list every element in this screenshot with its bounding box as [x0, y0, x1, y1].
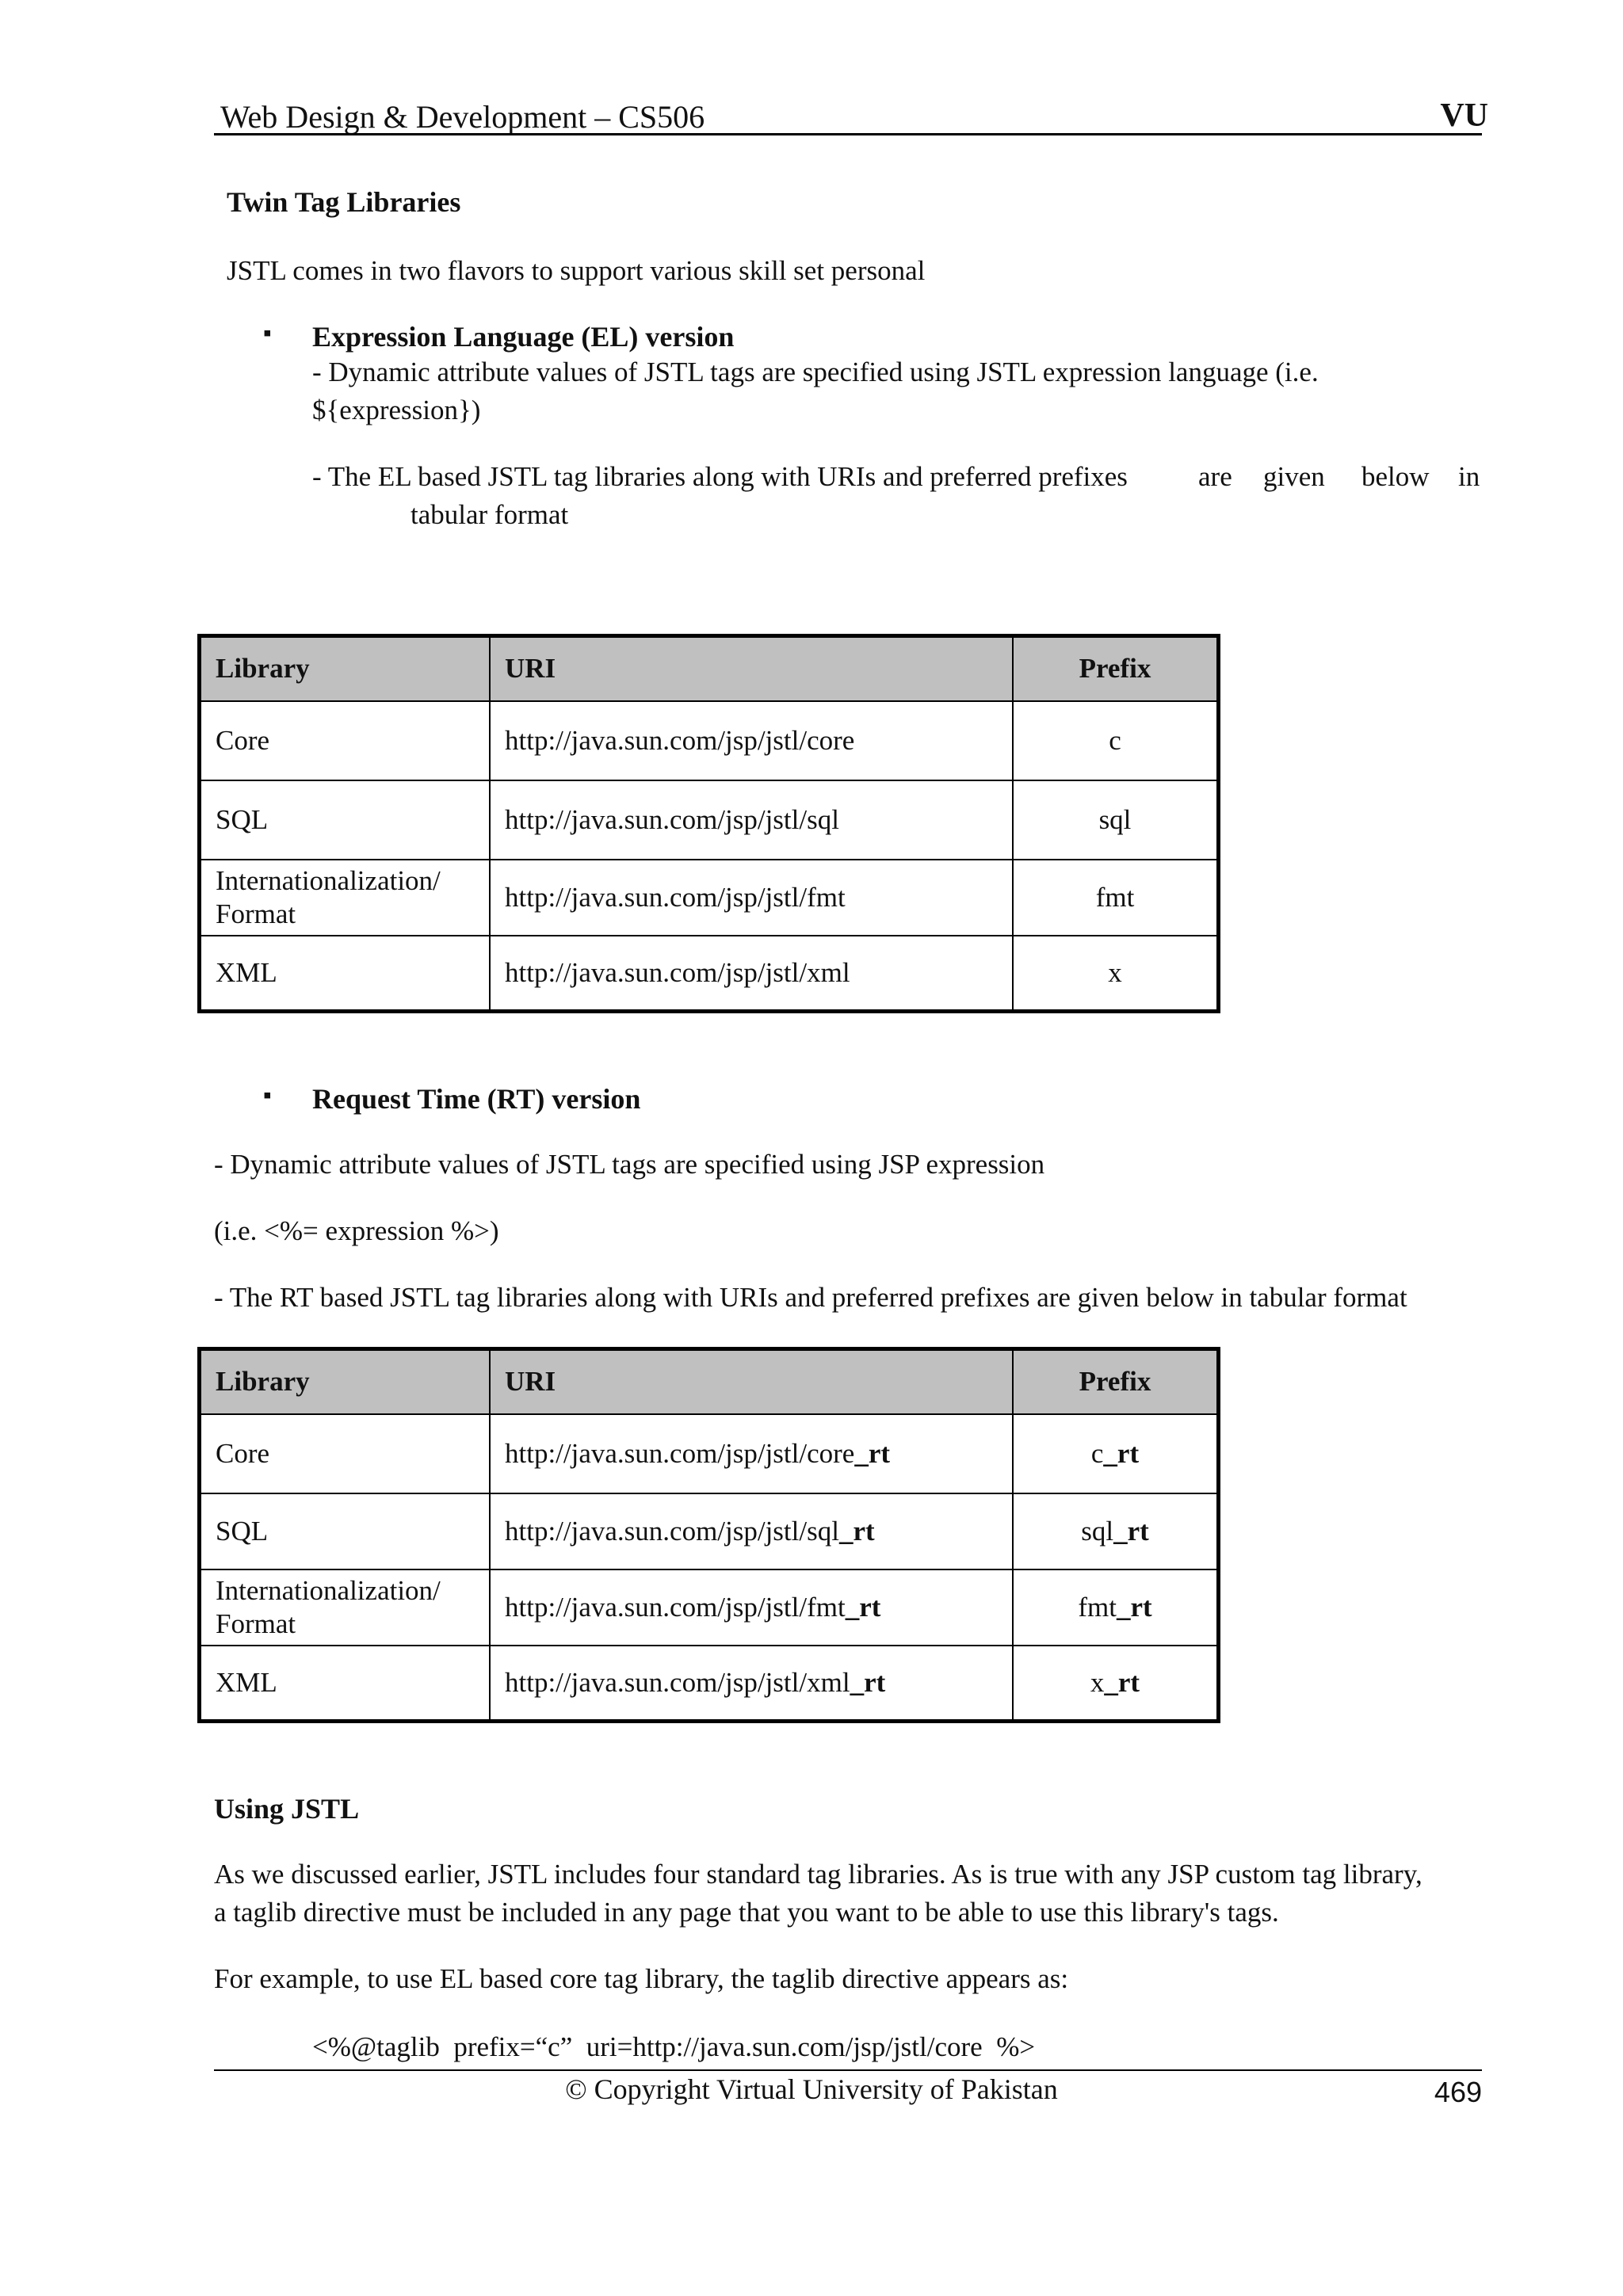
- el-desc-line2: ${expression}): [312, 395, 481, 425]
- uri-text: http://java.sun.com/jsp/jstl/fmt: [505, 1591, 846, 1623]
- table-row: [200, 1414, 1219, 1493]
- using-para-line1: As we discussed earlier, JSTL includes four standard tag libraries. As is true with any JSP custom tag library,: [214, 1859, 1423, 1890]
- uri-cell: http://java.sun.com/jsp/jstl/fmt: [490, 860, 1013, 936]
- header-rule: [214, 133, 1482, 135]
- prefix-cell: [1013, 1569, 1219, 1646]
- el-desc-word-below: below: [1361, 461, 1430, 492]
- uri-cell: [490, 1414, 1013, 1493]
- column-header-prefix: Prefix: [1013, 636, 1219, 701]
- prefix-cell: [1013, 1646, 1219, 1722]
- table-row: [200, 1646, 1219, 1722]
- rt-suffix: _rt: [1113, 1515, 1149, 1547]
- bullet-rt-icon: ▪: [263, 1082, 272, 1108]
- table-row: [200, 1493, 1219, 1569]
- uri-cell: [490, 1646, 1013, 1722]
- prefix-cell: [1013, 1414, 1219, 1493]
- table-row: [200, 701, 1219, 780]
- uri-cell: [490, 1569, 1013, 1646]
- prefix-cell: c: [1013, 701, 1219, 780]
- rt-suffix: _rt: [1116, 1591, 1152, 1623]
- table-row: [200, 860, 1219, 936]
- prefix-cell: sql: [1013, 780, 1219, 860]
- el-desc-line1: - Dynamic attribute values of JSTL tags are specified using JSTL expression language (i.e.: [312, 357, 1319, 387]
- table-header-row: [200, 1349, 1219, 1414]
- el-desc-line4: tabular format: [411, 499, 569, 530]
- rt-suffix: _rt: [1103, 1437, 1140, 1469]
- library-cell: Core: [200, 701, 491, 780]
- page-number: 469: [1434, 2076, 1482, 2108]
- el-desc-line3: - The EL based JSTL tag libraries along with URIs and preferred prefixes: [312, 461, 1128, 492]
- column-header-uri: URI: [490, 636, 1013, 701]
- library-cell: SQL: [200, 1493, 491, 1569]
- uri-cell: http://java.sun.com/jsp/jstl/sql: [490, 780, 1013, 860]
- using-para2: For example, to use EL based core tag library, the taglib directive appears as:: [214, 1963, 1069, 1994]
- el-desc-word-in: in: [1458, 461, 1480, 492]
- column-header-uri: URI: [490, 1349, 1013, 1414]
- rt-version-title: Request Time (RT) version: [312, 1083, 641, 1115]
- uri-cell: http://java.sun.com/jsp/jstl/core: [490, 701, 1013, 780]
- table-row: [200, 1569, 1219, 1646]
- uri-text: http://java.sun.com/jsp/jstl/sql: [505, 1515, 839, 1547]
- prefix-cell: x: [1013, 936, 1219, 1012]
- el-version-title: Expression Language (EL) version: [312, 321, 735, 353]
- using-para-line2: a taglib directive must be included in any page that you want to be able to use this library's tags.: [214, 1897, 1279, 1928]
- prefix-text: x: [1090, 1666, 1105, 1698]
- rt-suffix: _rt: [845, 1591, 881, 1623]
- table-row: [200, 780, 1219, 860]
- rt-desc-line3: - The RT based JSTL tag libraries along with URIs and preferred prefixes are given below in tabular format: [214, 1282, 1407, 1313]
- section-heading-using-jstl: Using JSTL: [214, 1793, 360, 1825]
- rt-suffix: _rt: [854, 1437, 891, 1469]
- intro-paragraph: JSTL comes in two flavors to support various skill set personal: [227, 255, 926, 286]
- taglib-code-line: <%@taglib prefix=“c” uri=http://java.sun.com/jsp/jstl/core %>: [312, 2031, 1036, 2062]
- prefix-text: fmt: [1078, 1591, 1117, 1623]
- el-desc-word-are: are: [1198, 461, 1232, 492]
- el-desc-word-given: given: [1263, 461, 1325, 492]
- rt-desc-line2: (i.e. <%= expression %>): [214, 1215, 499, 1246]
- column-header-prefix: Prefix: [1013, 1349, 1219, 1414]
- rt-library-table: [197, 1347, 1220, 1723]
- bullet-el-icon: ▪: [263, 320, 272, 346]
- library-cell: XML: [200, 936, 491, 1012]
- prefix-text: c: [1090, 1437, 1104, 1469]
- uri-cell: [490, 1493, 1013, 1569]
- rt-suffix: _rt: [1104, 1666, 1140, 1698]
- library-cell: Internationalization/ Format: [200, 860, 491, 936]
- header-title: Web Design & Development – CS506: [220, 99, 705, 135]
- library-cell: XML: [200, 1646, 491, 1722]
- prefix-cell: [1013, 1493, 1219, 1569]
- column-header-library: Library: [200, 1349, 491, 1414]
- library-cell: Core: [200, 1414, 491, 1493]
- rt-suffix: _rt: [850, 1666, 886, 1698]
- uri-cell: http://java.sun.com/jsp/jstl/xml: [490, 936, 1013, 1012]
- library-cell: SQL: [200, 780, 491, 860]
- footer-rule: [214, 2069, 1482, 2071]
- table-row: [200, 936, 1219, 1012]
- uri-text: http://java.sun.com/jsp/jstl/core: [505, 1437, 855, 1469]
- section-heading-twin-tag: Twin Tag Libraries: [227, 186, 461, 218]
- rt-desc-line1: - Dynamic attribute values of JSTL tags are specified using JSP expression: [214, 1149, 1045, 1180]
- library-cell: Internationalization/ Format: [200, 1569, 491, 1646]
- column-header-library: Library: [200, 636, 491, 701]
- header-brand: VU: [1440, 97, 1488, 134]
- prefix-cell: fmt: [1013, 860, 1219, 936]
- footer-copyright: © Copyright Virtual University of Pakistan: [565, 2073, 1058, 2105]
- el-library-table: [197, 634, 1220, 1013]
- prefix-text: sql: [1081, 1515, 1114, 1547]
- table-header-row: [200, 636, 1219, 701]
- uri-text: http://java.sun.com/jsp/jstl/xml: [505, 1666, 850, 1698]
- rt-suffix: _rt: [838, 1515, 875, 1547]
